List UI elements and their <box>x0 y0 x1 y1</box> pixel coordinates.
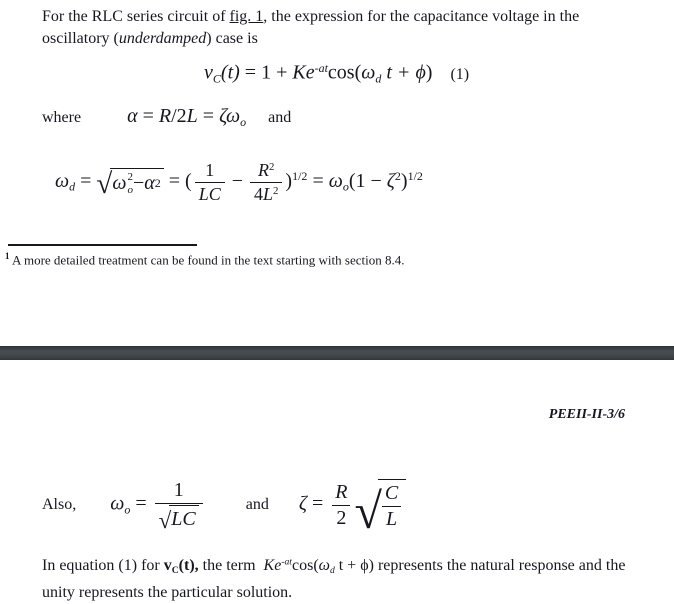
also-label: Also, <box>42 496 77 513</box>
eq1-cos: cos( <box>327 61 362 84</box>
closing-vct-arg: (t), <box>178 557 199 575</box>
closing-text-5: unity represents the particular solution. <box>42 584 293 602</box>
where-label: where <box>42 109 82 126</box>
closing-omega: ω <box>318 557 330 575</box>
alpha-omega-subscript: o <box>240 114 247 129</box>
closing-text-2: the term <box>198 557 264 575</box>
frac1-numerator: 1 <box>205 160 215 180</box>
omegad-rad-omega-sup: 2 <box>127 171 133 184</box>
eq1-phi: ϕ <box>415 61 426 84</box>
footnote-marker: 1 <box>5 251 10 261</box>
omegad-pow2: 1/2 <box>407 169 423 184</box>
frac2-4: 4 <box>254 183 263 204</box>
also-line <box>42 472 406 538</box>
alpha-rel-1: = <box>137 105 159 127</box>
omegad-rad-alpha-sup: 2 <box>154 176 161 191</box>
alpha-slash2: /2 <box>171 105 187 127</box>
omegad-rel-3: = <box>307 169 329 192</box>
intro-text-3: oscillatory ( <box>42 30 119 47</box>
eq1-omega-subscript: d <box>375 71 382 86</box>
fig-1-reference[interactable]: fig. 1 <box>229 8 264 25</box>
omegad-rad-alpha: α <box>144 172 155 195</box>
omega-o-equation <box>110 479 206 534</box>
closing-vct-subscript: C <box>171 565 179 577</box>
intro-text-4: ) case is <box>206 30 258 47</box>
omegao-numerator: 1 <box>173 479 184 501</box>
omegad-close-paren: ) <box>285 169 293 192</box>
omegao-denominator <box>155 503 203 534</box>
eq1-v: v <box>204 61 213 84</box>
omegao-subscript: o <box>124 502 131 517</box>
alpha-L: L <box>186 105 198 127</box>
closing-vct: v <box>163 557 172 575</box>
omegad-omega2-subscript: o <box>342 179 349 194</box>
radical-sign-icon: √ <box>96 168 113 201</box>
and-label: and <box>268 109 292 126</box>
alpha-zeta: ζ <box>219 105 227 127</box>
closing-omega-subscript: d <box>329 565 335 577</box>
closing-paragraph <box>42 552 668 604</box>
footnote-divider <box>8 244 197 246</box>
omegao-symbol: ω <box>110 492 125 515</box>
omegao-rel: = <box>130 492 152 515</box>
zeta-fraction <box>331 481 351 530</box>
eq1-omega: ω <box>361 61 376 84</box>
omegad-pow: 1/2 <box>292 169 308 184</box>
omegad-zeta: ζ <box>386 169 395 192</box>
alpha-rel-2: = <box>197 105 220 127</box>
underdamped-emphasis: underdamped <box>118 30 207 47</box>
frac2-denominator <box>250 182 282 205</box>
frac2-R-sup: 2 <box>269 161 275 174</box>
intro-paragraph <box>42 6 668 50</box>
omegad-close2: ) <box>400 169 408 192</box>
omegad-rel-2: = ( <box>163 169 192 192</box>
closing-ke-exponent: -at <box>281 557 292 568</box>
zeta-numerator: R <box>335 480 348 503</box>
omegad-rad-omega: ω <box>112 172 127 195</box>
omegad-rad-omega-sub: o <box>127 183 133 196</box>
eq1-ke: Ke <box>292 61 315 84</box>
omegad-open2: (1 − <box>348 169 387 192</box>
omegad-rel-1: = <box>75 169 97 192</box>
eq1-arg: t + <box>381 61 416 84</box>
omegad-radical <box>96 168 163 201</box>
alpha-R: R <box>158 105 172 127</box>
zeta-radicand-fraction <box>381 482 402 531</box>
alpha-symbol: α <box>127 105 138 127</box>
omegad-zeta-sup: 2 <box>394 169 401 184</box>
omegao-fraction <box>155 479 203 534</box>
intro-text-1: For the RLC series circuit of <box>42 8 230 25</box>
omegad-minus: − <box>231 169 243 192</box>
footnote <box>5 251 404 268</box>
frac2-L: L <box>263 183 274 204</box>
page-divider-bar <box>0 346 674 360</box>
frac1-denominator: LC <box>195 182 225 205</box>
zeta-symbol: ζ <box>298 492 307 515</box>
intro-text-2: , the expression for the capacitance voltage in the <box>263 8 580 25</box>
eq1-number-label: (1) <box>450 65 470 83</box>
eq1-exponent: -at <box>314 61 328 75</box>
frac2-numerator <box>254 160 278 182</box>
zeta-rel: = <box>306 492 329 515</box>
page-number-label: PEEII-II-3/6 <box>548 407 625 422</box>
equation-1 <box>204 61 469 86</box>
radical-sign-icon: √ <box>158 508 172 534</box>
zeta-radical <box>354 479 406 539</box>
zeta-equation <box>298 479 406 539</box>
zeta-rad-numerator: C <box>384 482 399 504</box>
zeta-denominator: 2 <box>332 505 350 530</box>
footnote-text: A more detailed treatment can be found in the text starting with section 8.4. <box>12 252 405 268</box>
closing-ke: Ke <box>263 557 282 575</box>
and-label-2: and <box>245 496 269 513</box>
omega-d-equation <box>55 160 423 204</box>
alpha-omega: ω <box>226 105 241 127</box>
fraction-1-over-LC <box>195 160 225 204</box>
omegad-lhs: ω <box>55 169 70 192</box>
omegao-radical <box>158 505 199 534</box>
closing-text-4: t + ϕ) represents the natural response and the <box>334 557 626 575</box>
alpha-equation <box>127 105 246 127</box>
frac2-L-sup: 2 <box>273 184 279 197</box>
omegad-lhs-subscript: d <box>69 179 76 194</box>
eq1-v-subscript: C <box>212 71 221 86</box>
omegao-radicand: LC <box>169 505 198 531</box>
closing-text-1: In equation (1) for <box>42 557 164 575</box>
where-line <box>42 105 291 130</box>
eq1-relation: = 1 + <box>239 61 293 84</box>
zeta-rad-denominator: L <box>382 506 401 531</box>
radical-sign-icon: √ <box>354 483 382 539</box>
fraction-R2-over-4L2 <box>250 160 282 204</box>
eq1-v-arg: (t) <box>220 61 240 84</box>
omegad-omega2: ω <box>328 169 343 192</box>
frac2-R: R <box>258 160 269 180</box>
closing-cos: cos( <box>291 557 319 575</box>
eq1-close-paren: ) <box>425 61 433 84</box>
omegad-rad-minus: − <box>132 172 145 195</box>
